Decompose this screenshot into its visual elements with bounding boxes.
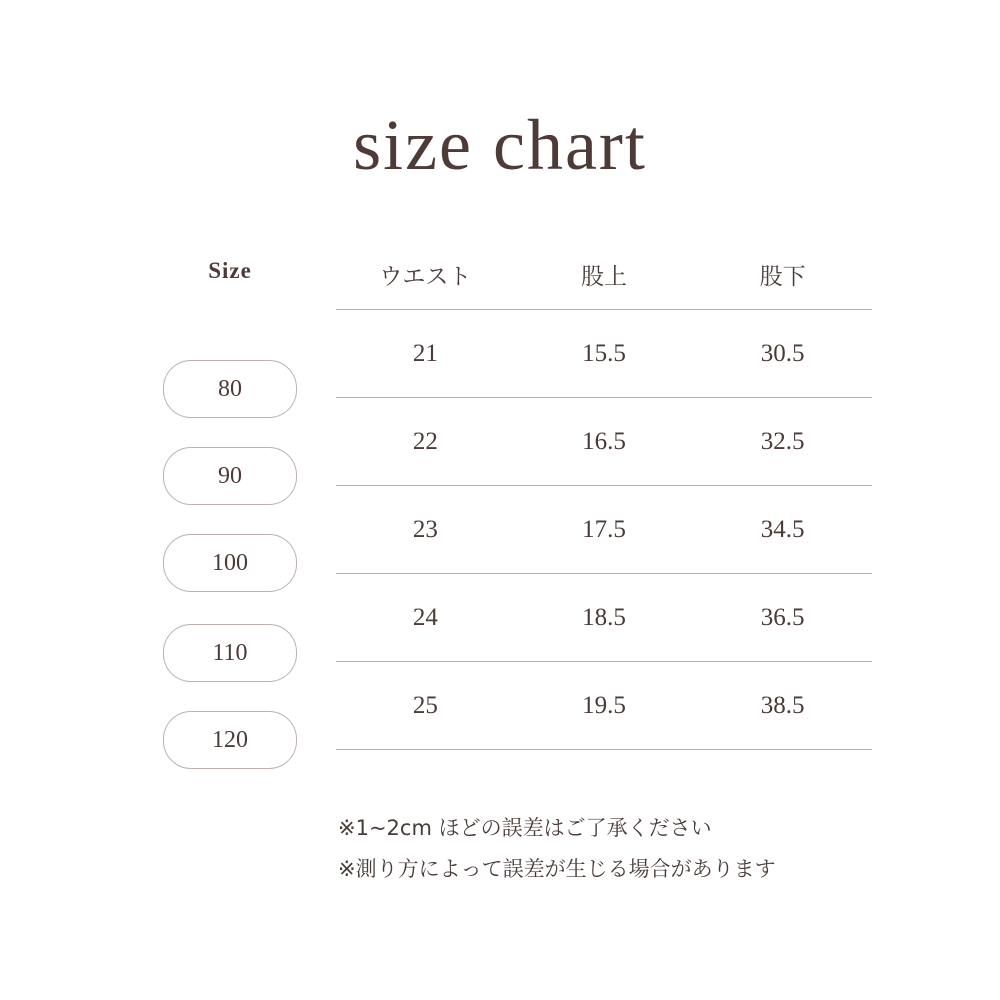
table-row bbox=[336, 661, 872, 750]
cell-inseam: 32.5 bbox=[760, 427, 805, 455]
cell-rise: 19.5 bbox=[582, 691, 626, 719]
table-row bbox=[336, 397, 872, 485]
column-header-waist: ウエスト bbox=[379, 264, 472, 290]
cell-rise: 16.5 bbox=[582, 427, 626, 455]
note-tolerance: ※1~2cm ほどの誤差はご了承ください bbox=[338, 816, 712, 840]
table-row bbox=[336, 309, 872, 397]
cell-rise: 18.5 bbox=[582, 603, 626, 631]
cell-waist: 21 bbox=[412, 339, 438, 367]
cell-waist: 24 bbox=[412, 603, 438, 631]
size-column-header-wrap bbox=[130, 258, 330, 284]
table-row bbox=[336, 485, 872, 573]
size-pill-90 bbox=[130, 447, 330, 503]
cell-rise: 17.5 bbox=[582, 515, 626, 543]
column-header-rise: 股上 bbox=[581, 264, 627, 290]
cell-inseam: 30.5 bbox=[760, 339, 805, 367]
size-column-header: Size bbox=[208, 258, 252, 283]
page-title: size chart bbox=[353, 105, 647, 185]
note-measurement-method: ※測り方によって誤差が生じる場合があります bbox=[338, 856, 776, 881]
size-pill-120 bbox=[130, 711, 330, 767]
cell-inseam: 38.5 bbox=[760, 691, 805, 719]
cell-waist: 22 bbox=[412, 427, 438, 455]
size-pill-label: 110 bbox=[163, 624, 297, 682]
cell-waist: 23 bbox=[412, 515, 438, 543]
size-pill-label: 90 bbox=[163, 447, 297, 505]
measurements-table bbox=[336, 258, 872, 750]
column-header-inseam: 股下 bbox=[759, 264, 806, 290]
table-header-row bbox=[336, 258, 872, 309]
size-pill-label: 80 bbox=[163, 360, 297, 418]
size-pill-80 bbox=[130, 360, 330, 416]
notes-block bbox=[338, 808, 776, 890]
size-pill-110 bbox=[130, 624, 330, 680]
size-pill-100 bbox=[130, 534, 330, 590]
cell-inseam: 34.5 bbox=[760, 515, 805, 543]
cell-inseam: 36.5 bbox=[760, 603, 805, 631]
cell-rise: 15.5 bbox=[582, 339, 626, 367]
table-row bbox=[336, 573, 872, 661]
cell-waist: 25 bbox=[412, 691, 438, 719]
size-pill-label: 120 bbox=[163, 711, 297, 769]
size-pill-label: 100 bbox=[163, 534, 297, 592]
